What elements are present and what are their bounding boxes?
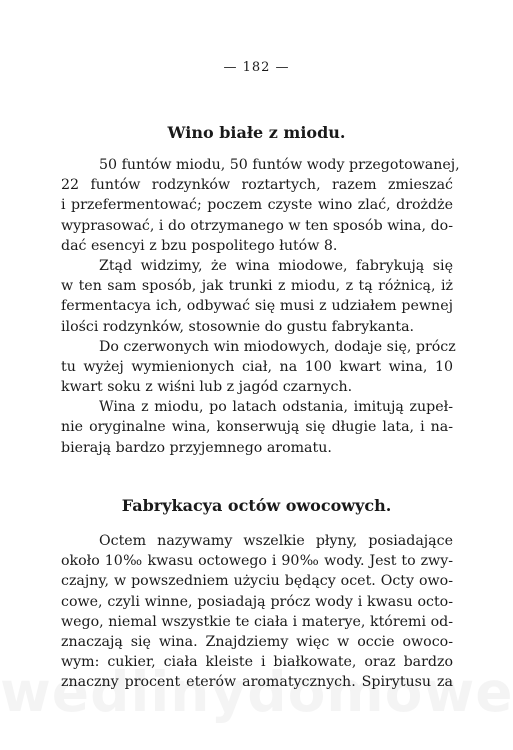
text-line: czajny, w powszedniem użyciu będący ocet. Octy owo- bbox=[61, 573, 453, 590]
text-line: znaczny procent eterów aromatycznych. Spirytusu za bbox=[61, 674, 453, 691]
section-body-fruit-vinegar bbox=[61, 531, 453, 693]
text-line: 50 funtów miodu, 50 funtów wody przegotowanej, bbox=[99, 157, 460, 173]
text-line: 22 funtów rodzynków roztartych, razem zmieszać bbox=[61, 177, 453, 194]
text-line: i przefermentować; poczem czyste wino zlać, drożdże bbox=[61, 197, 453, 214]
text-line: wego, niemal wszystkie te ciała i materye, któremi od- bbox=[61, 613, 453, 630]
text-line: Do czerwonych win miodowych, dodaje się, prócz bbox=[99, 338, 456, 355]
text-line: wym: cukier, ciała kleiste i białkowate, oraz bardzo bbox=[61, 654, 453, 671]
text-line: fermentacya ich, odbywać się musi z udziałem pewnej bbox=[61, 298, 453, 315]
section-body-white-mead-wine bbox=[61, 155, 460, 458]
text-line: Wina z miodu, po latach odstania, imitują zupeł- bbox=[99, 399, 453, 416]
text-line: znaczają się wina. Znajdziemy więc w occie owoco- bbox=[61, 633, 453, 650]
page-number: — 182 — bbox=[223, 60, 290, 75]
text-line: tu wyżej wymienionych ciał, na 100 kwart wina, 10 bbox=[61, 358, 453, 375]
text-line: około 10‰ kwasu octowego i 90‰ wody. Jest to zwy- bbox=[61, 553, 453, 570]
text-line: wyprasować, i do otrzymanego w ten sposób wina, do- bbox=[61, 217, 453, 234]
text-line: Ztąd widzimy, że wina miodowe, fabrykują się bbox=[99, 257, 453, 274]
text-line: kwart soku z wiśni lub z jagód czarnych. bbox=[61, 379, 353, 396]
section-heading-white-mead-wine: Wino białe z miodu. bbox=[167, 123, 346, 142]
section-heading-fruit-vinegar: Fabrykacya octów owocowych. bbox=[121, 496, 392, 515]
text-line: w ten sam sposób, jak trunki z miodu, z tą różnicą, iż bbox=[61, 278, 453, 295]
text-line: dać esencyi z bzu pospolitego łutów 8. bbox=[61, 237, 338, 254]
text-line: Octem nazywamy wszelkie płyny, posiadające bbox=[99, 533, 453, 549]
text-line: ilości rodzynków, stosownie do gustu fabrykanta. bbox=[61, 318, 415, 335]
text-line: cowe, czyli winne, posiadają prócz wody i kwasu octo- bbox=[61, 593, 453, 610]
text-line: nie oryginalne wina, konserwują się długie lata, i na- bbox=[61, 419, 453, 436]
text-line: bierają bardzo przyjemnego aromatu. bbox=[61, 439, 332, 456]
